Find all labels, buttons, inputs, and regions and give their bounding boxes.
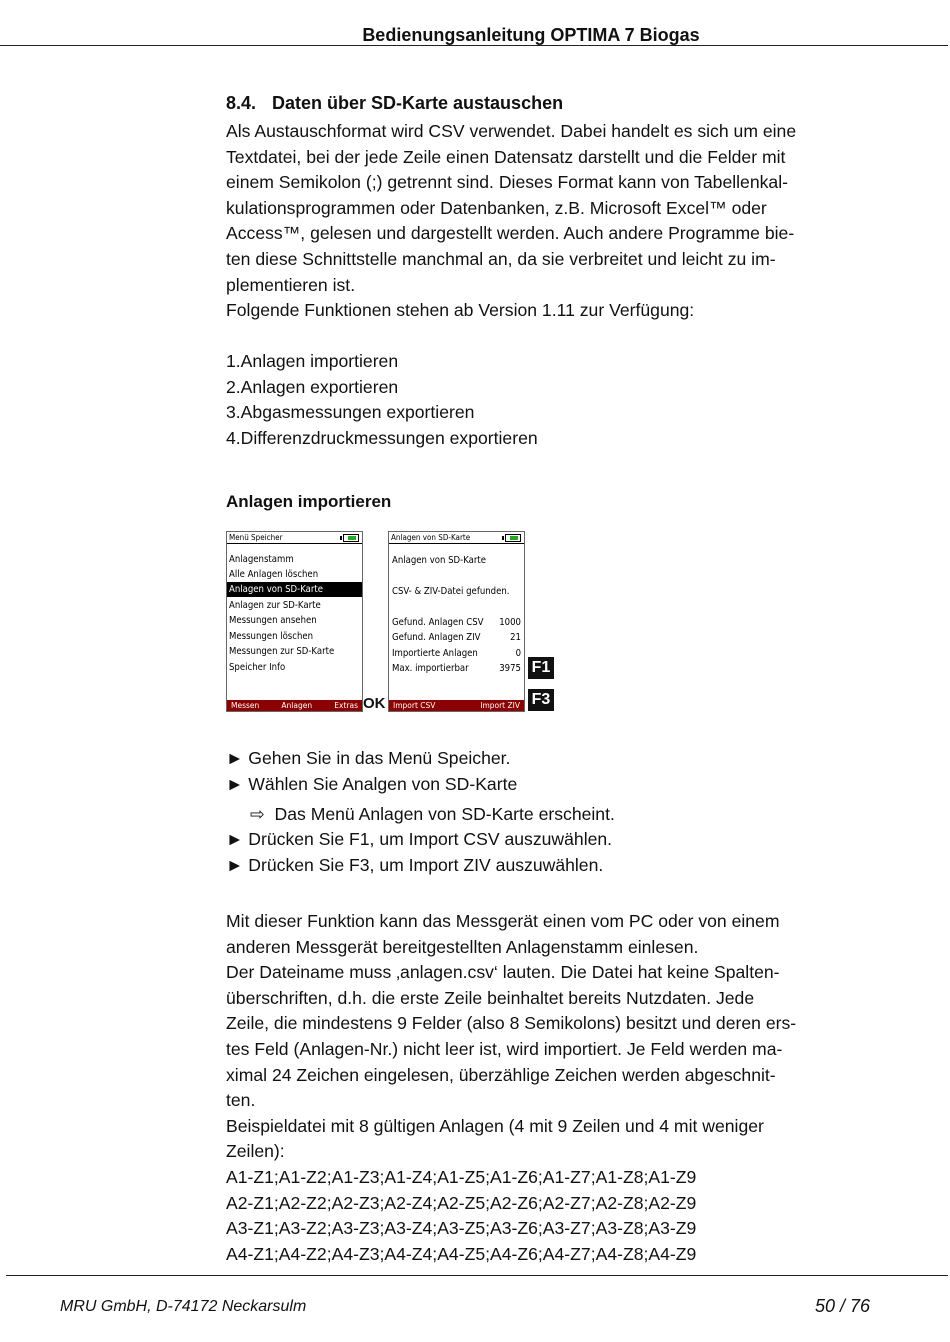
body-line: tes Feld (Anlagen-Nr.) nicht leer ist, wird importiert. Je Feld werden ma- [226, 1038, 783, 1059]
body-line: ten. [226, 1090, 256, 1111]
body-line: Zeilen): [226, 1141, 285, 1162]
step-item: ► Drücken Sie F3, um Import ZIV auszuwählen. [226, 855, 604, 875]
intro-line: plementieren ist. [226, 274, 356, 295]
section-title: Daten über SD-Karte austauschen [272, 93, 564, 113]
intro-line: Textdatei, bei der jede Zeile einen Datensatz darstellt und die Felder mit [226, 146, 786, 167]
example-line: A4-Z1;A4-Z2;A4-Z3;A4-Z4;A4-Z5;A4-Z6;A4-Z7;A4-Z8;A4-Z9 [226, 1243, 697, 1264]
intro-line: Folgende Funktionen stehen ab Version 1.11 zur Verfügung: [226, 300, 695, 321]
intro-paragraph [226, 119, 846, 324]
example-line: A3-Z1;A3-Z2;A3-Z3;A3-Z4;A3-Z5;A3-Z6;A3-Z7;A3-Z8;A3-Z9 [226, 1218, 697, 1239]
menu-item[interactable]: Anlagenstamm [229, 554, 294, 565]
menu-item[interactable]: Messungen zur SD-Karte [229, 646, 335, 657]
battery-icon [343, 534, 359, 542]
screen-row [392, 646, 521, 661]
section-heading [226, 93, 563, 114]
softkey-messen[interactable]: Messen [231, 701, 260, 710]
row-value: 1000 [499, 617, 521, 628]
softkey-import-ziv[interactable]: Import ZIV [480, 701, 520, 710]
intro-line: kulationsprogrammen oder Datenbanken, z.B. Microsoft Excel™ oder [226, 197, 767, 218]
body-line: Der Dateiname muss ‚anlagen.csv‘ lauten. Die Datei hat keine Spalten- [226, 962, 780, 983]
menu-item[interactable]: Anlagen zur SD-Karte [229, 600, 321, 611]
softkey-anlagen[interactable]: Anlagen [281, 701, 313, 710]
screen-row [392, 630, 521, 645]
intro-line: einem Semikolon (;) getrennt sind. Dieses Format kann von Tabellenkal- [226, 172, 788, 193]
menu-item-selected[interactable]: Anlagen von SD-Karte [227, 582, 362, 597]
body-line: ximal 24 Zeichen eingelesen, überzählige Zeichen werden abgeschnit- [226, 1064, 776, 1085]
function-item: 3.Abgasmessungen exportieren [226, 402, 475, 423]
result-arrow-icon: ⇨ [250, 804, 265, 824]
example-line: A2-Z1;A2-Z2;A2-Z3;A2-Z4;A2-Z5;A2-Z6;A2-Z7;A2-Z8;A2-Z9 [226, 1192, 697, 1213]
f3-key[interactable]: F3 [528, 689, 554, 711]
intro-line: ten diese Schnittstelle manchmal an, da sie verbreitet und leicht zu im- [226, 248, 776, 269]
function-item: 2.Anlagen exportieren [226, 376, 399, 397]
function-item: 4.Differenzdruckmessungen exportieren [226, 427, 538, 448]
softkey-bar [389, 700, 524, 711]
function-list [226, 349, 846, 451]
menu-item[interactable]: Alle Anlagen löschen [229, 569, 319, 580]
footer-company: MRU GmbH, D-74172 Neckarsulm [60, 1298, 307, 1315]
row-value: 21 [510, 632, 521, 643]
screen-title: Anlagen von SD-Karte [389, 532, 524, 544]
row-label: Max. importierbar [392, 663, 469, 674]
function-item: 1.Anlagen importieren [226, 351, 399, 371]
intro-line: Als Austauschformat wird CSV verwendet. Dabei handelt es sich um eine [226, 121, 797, 141]
body-line: Zeile, die mindestens 9 Felder (also 8 Semikolons) besitzt und deren ers- [226, 1013, 797, 1034]
row-label: Gefund. Anlagen CSV [392, 617, 484, 628]
result-text: Das Menü Anlagen von SD-Karte erscheint. [274, 804, 615, 824]
row-label: Gefund. Anlagen ZIV [392, 632, 481, 643]
menu-item[interactable]: Speicher Info [229, 662, 286, 673]
footer-divider [6, 1275, 948, 1276]
menu-item[interactable]: Messungen löschen [229, 631, 314, 642]
section-number: 8.4. [226, 93, 257, 113]
header-divider [0, 45, 948, 46]
body-line: anderen Messgerät bereitgestellten Anlagenstamm einlesen. [226, 936, 699, 957]
body-line: Mit dieser Funktion kann das Messgerät einen vom PC oder von einem [226, 911, 780, 931]
page-number: 50 / 76 [815, 1296, 871, 1316]
screen-line: Anlagen von SD-Karte [392, 555, 486, 566]
softkey-import-csv[interactable]: Import CSV [393, 701, 436, 710]
f1-key[interactable]: F1 [528, 657, 554, 679]
device-screen-anlagen-von-sd [388, 531, 525, 712]
battery-icon [505, 534, 521, 542]
example-line: A1-Z1;A1-Z2;A1-Z3;A1-Z4;A1-Z5;A1-Z6;A1-Z7;A1-Z8;A1-Z9 [226, 1166, 697, 1187]
row-label: Importierte Anlagen [392, 648, 478, 659]
softkey-extras[interactable]: Extras [334, 701, 358, 710]
body-line: Beispieldatei mit 8 gültigen Anlagen (4 mit 9 Zeilen und 4 mit weniger [226, 1115, 764, 1136]
softkey-bar [227, 700, 362, 711]
screen-line: CSV- & ZIV-Datei gefunden. [392, 586, 510, 597]
menu-item[interactable]: Messungen ansehen [229, 615, 317, 626]
screen-row [392, 661, 521, 676]
step-item: ► Drücken Sie F1, um Import CSV auszuwählen. [226, 829, 613, 849]
step-item: ► Wählen Sie Analgen von SD-Karte [226, 774, 518, 794]
subheading: Anlagen importieren [226, 492, 392, 511]
screen-title: Menü Speicher [227, 532, 362, 544]
row-value: 3975 [499, 663, 521, 674]
intro-line: Access™, gelesen und dargestellt werden. Auch andere Programme bie- [226, 223, 795, 244]
screen-row [392, 615, 521, 630]
body-paragraph [226, 909, 846, 1267]
step-result [250, 804, 615, 825]
row-value: 0 [515, 648, 521, 659]
step-item: ► Gehen Sie in das Menü Speicher. [226, 748, 511, 768]
device-screen-menu-speicher [226, 531, 363, 712]
body-line: überschriften, d.h. die erste Zeile beinhaltet bereits Nutzdaten. Jede [226, 987, 755, 1008]
ok-key-label: OK [363, 695, 386, 712]
page-header-title: Bedienungsanleitung OPTIMA 7 Biogas [362, 25, 700, 45]
